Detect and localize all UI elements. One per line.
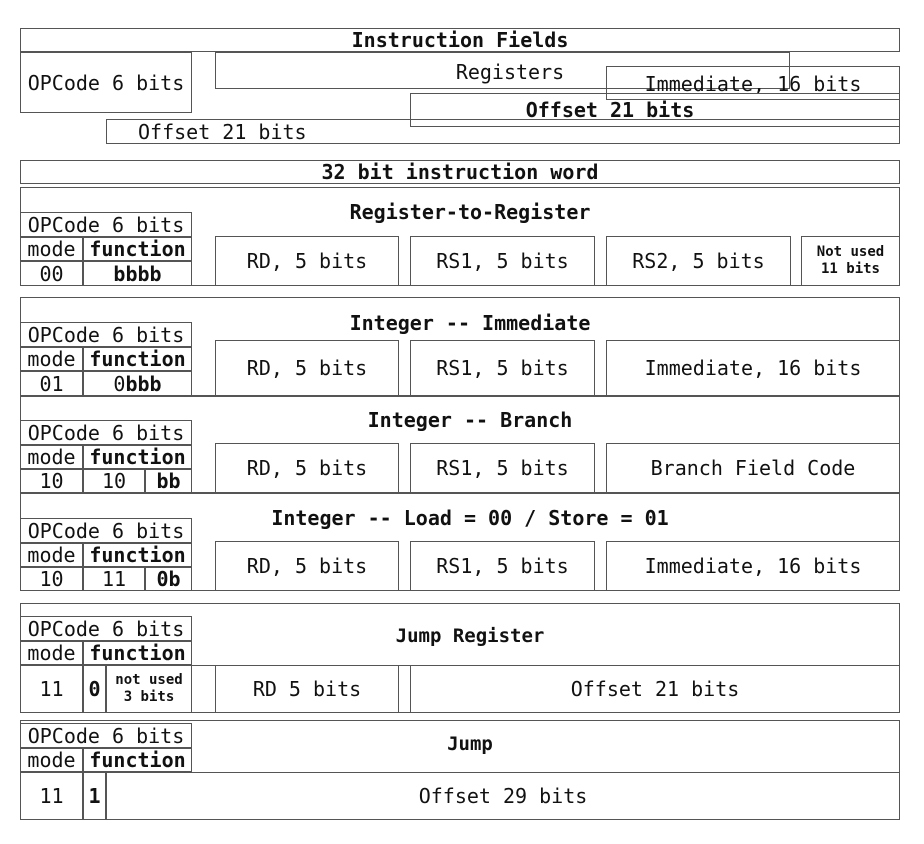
jr-offset: Offset 21 bits (570, 677, 740, 701)
j-offset-field (106, 772, 900, 820)
ib-mode-value: 10 (39, 469, 64, 493)
ib-function-label: function (89, 445, 186, 469)
ib-title: Integer -- Branch (367, 408, 573, 432)
rr-rd-field (215, 236, 399, 286)
j-bit: 1 (88, 784, 101, 808)
rr-unused-field (801, 236, 900, 286)
rr-title: Register-to-Register (349, 200, 591, 224)
fields-offset-bold: Offset 21 bits (525, 98, 695, 122)
jr-bit-box (83, 665, 106, 713)
rr-function-value: bbbb (113, 261, 162, 286)
ils-opcode: OPCode 6 bits (27, 518, 185, 543)
j-function-label: function (89, 748, 186, 772)
j-opcode: OPCode 6 bits (27, 723, 185, 748)
rr-mode-label: mode (27, 237, 76, 261)
ib-function-value1: 10 (101, 469, 127, 493)
ib-rs1-field (410, 443, 595, 493)
ii-title: Integer -- Immediate (349, 311, 591, 335)
fields-registers: Registers (455, 60, 565, 84)
jr-unused-line2: 3 bits (123, 689, 175, 705)
jr-unused-line1: not used (115, 671, 183, 688)
fields-opcode: OPCode 6 bits (27, 70, 185, 95)
rr-rd: RD, 5 bits (246, 249, 368, 273)
rr-rs1: RS1, 5 bits (436, 249, 569, 273)
rr-unused-line1: Not used (816, 243, 885, 260)
ii-mode-value: 01 (39, 371, 64, 396)
jr-offset-field (410, 665, 900, 713)
j-bit-box (83, 772, 106, 820)
j-mode-value-box (20, 772, 83, 820)
ib-function-value2: bb (156, 469, 181, 493)
ils-imm: Immediate, 16 bits (644, 554, 862, 578)
jr-title: Jump Register (395, 624, 545, 647)
rr-rs2: RS2, 5 bits (632, 249, 765, 273)
ils-mode-value: 10 (39, 567, 64, 591)
ils-title: Integer -- Load = 00 / Store = 01 (271, 506, 669, 530)
ii-rs1: RS1, 5 bits (436, 356, 569, 380)
ib-rd: RD, 5 bits (246, 456, 368, 480)
ils-function-label: function (89, 543, 186, 567)
jr-mode-label: mode (27, 641, 76, 665)
ii-function-value (83, 371, 192, 396)
fields-immediate: Immediate, 16 bits (644, 72, 862, 96)
word-title: 32 bit instruction word (321, 160, 599, 184)
jr-mode-value-box (20, 665, 83, 713)
ils-function-value2: 0b (156, 567, 181, 591)
ib-bfc-field (606, 443, 900, 493)
rr-mode-value: 00 (39, 261, 64, 286)
ii-imm-field (606, 340, 900, 396)
ib-rd-field (215, 443, 399, 493)
rr-opcode: OPCode 6 bits (27, 212, 185, 237)
jr-bit: 0 (88, 677, 101, 701)
jr-unused-box (106, 665, 192, 713)
ils-mode-label: mode (27, 543, 76, 567)
ils-rs1-field (410, 541, 595, 591)
fields-title: Instruction Fields (351, 28, 569, 52)
j-mode-label: mode (27, 748, 76, 772)
jr-function-label: function (89, 641, 186, 665)
fields-offset: Offset 21 bits (138, 120, 307, 144)
ib-opcode: OPCode 6 bits (27, 420, 185, 445)
ii-function-value-zero: 0 (113, 371, 126, 396)
ii-imm: Immediate, 16 bits (644, 356, 862, 380)
ils-rd-field (215, 541, 399, 591)
ii-function-value-bits: bbb (125, 371, 162, 396)
j-title: Jump (447, 732, 493, 755)
jr-mode-value: 11 (39, 677, 64, 701)
ii-rd-field (215, 340, 399, 396)
ii-rd: RD, 5 bits (246, 356, 368, 380)
rr-function-label: function (89, 237, 186, 261)
ib-mode-label: mode (27, 445, 76, 469)
ils-imm-field (606, 541, 900, 591)
ils-rs1: RS1, 5 bits (436, 554, 569, 578)
ii-rs1-field (410, 340, 595, 396)
ils-rd: RD, 5 bits (246, 554, 368, 578)
j-mode-value: 11 (39, 784, 64, 808)
ii-mode-label: mode (27, 347, 76, 371)
rr-unused-line2: 11 bits (820, 261, 880, 277)
jr-opcode: OPCode 6 bits (27, 616, 185, 641)
rr-rs2-field (606, 236, 791, 286)
j-offset: Offset 29 bits (418, 784, 588, 808)
ib-bfc: Branch Field Code (650, 456, 856, 480)
ils-function-value1: 11 (101, 567, 127, 591)
jr-rd: RD 5 bits (252, 677, 362, 701)
ib-rs1: RS1, 5 bits (436, 456, 569, 480)
rr-rs1-field (410, 236, 595, 286)
ii-opcode: OPCode 6 bits (27, 322, 185, 347)
jr-rd-field (215, 665, 399, 713)
ii-function-label: function (89, 347, 186, 371)
